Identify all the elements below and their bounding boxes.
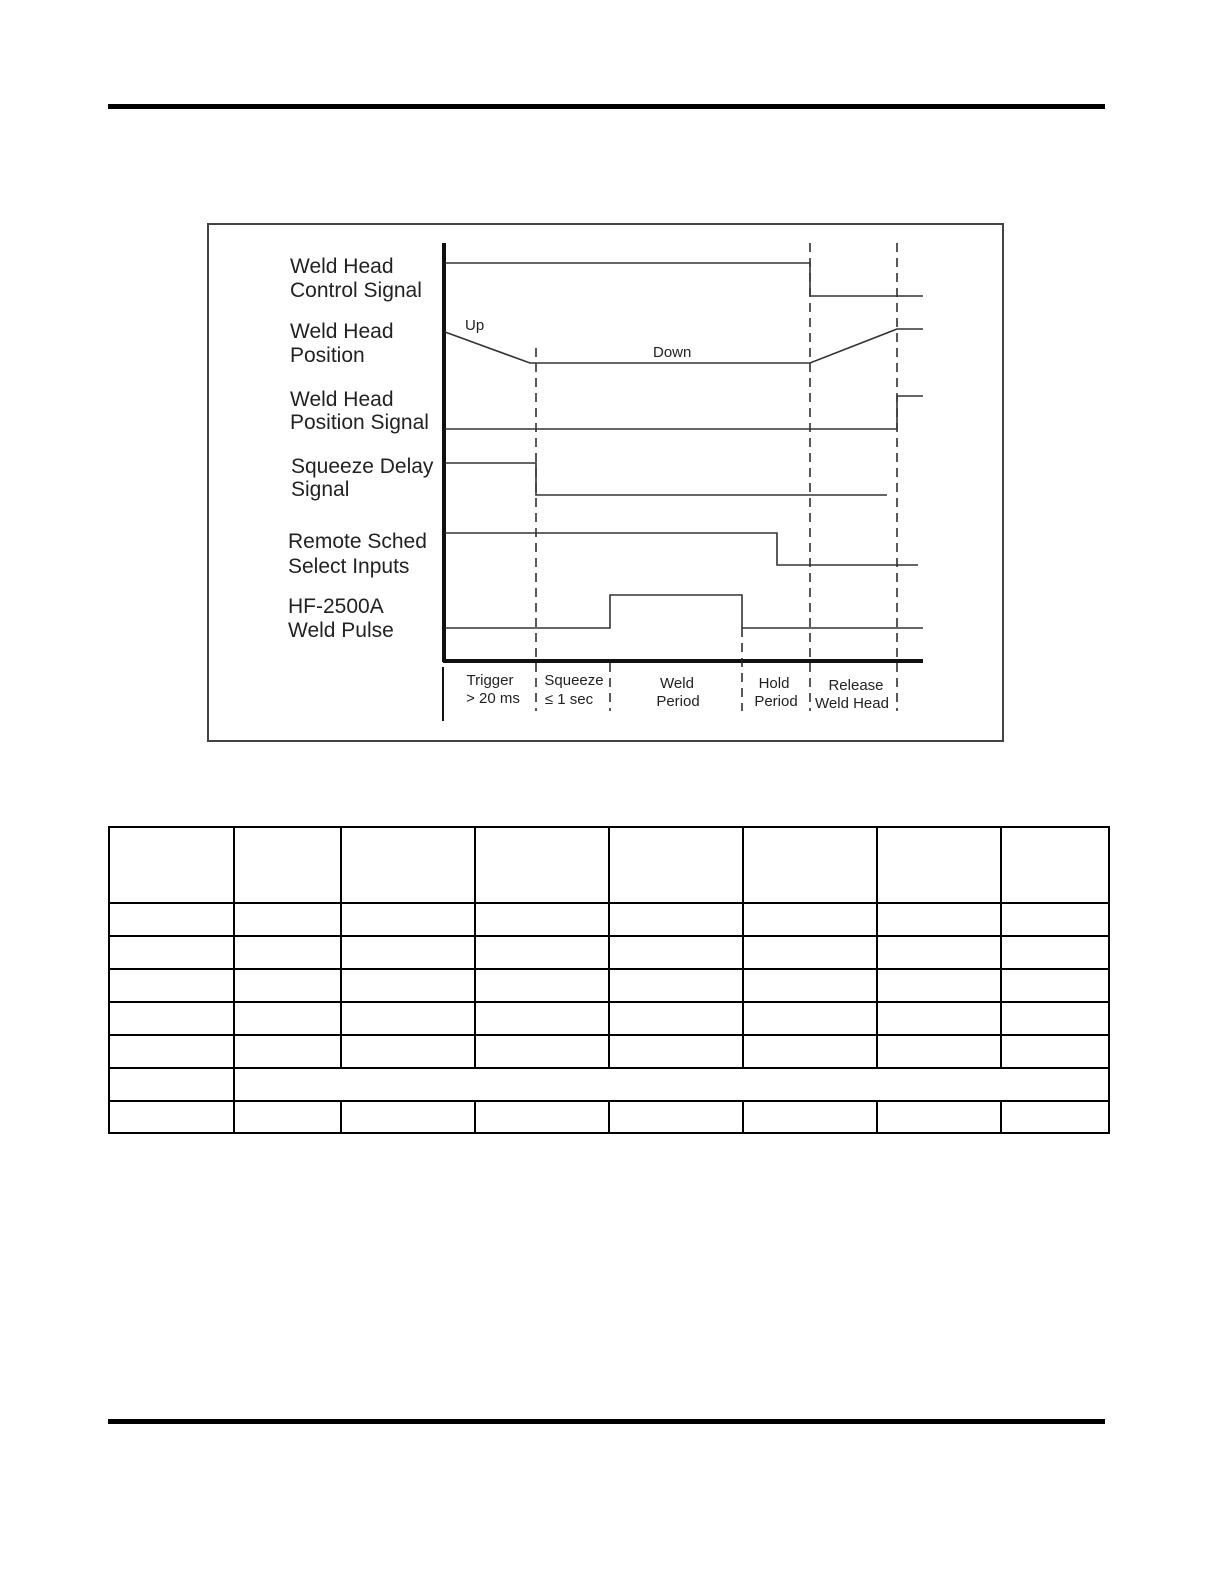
- table-cell: [743, 969, 877, 1002]
- table-cell: [234, 903, 341, 936]
- table-row: [109, 903, 1109, 936]
- table-cell: [609, 1035, 743, 1068]
- table-row: [109, 1068, 1109, 1101]
- table-cell: [743, 1035, 877, 1068]
- label-weld-head-control-2: Control Signal: [290, 279, 422, 302]
- table-cell: [877, 827, 1001, 903]
- phase-squeeze-1: Squeeze: [544, 672, 604, 689]
- table-cell: [475, 969, 609, 1002]
- table-cell: [475, 903, 609, 936]
- table-cell: [877, 1101, 1001, 1133]
- table-cell: [109, 1101, 234, 1133]
- table-cell: [234, 1068, 1109, 1101]
- table-row: [109, 1002, 1109, 1035]
- table-cell: [609, 903, 743, 936]
- table-row: [109, 1101, 1109, 1133]
- table-cell: [109, 1035, 234, 1068]
- label-weld-head-position-1: Weld Head: [290, 320, 394, 343]
- table-cell: [1001, 969, 1109, 1002]
- phase-release-2: Weld Head: [815, 695, 889, 712]
- table-cell: [1001, 1035, 1109, 1068]
- table-cell: [743, 1101, 877, 1133]
- table-cell: [877, 903, 1001, 936]
- table-cell: [743, 903, 877, 936]
- label-squeeze-delay-1: Squeeze Delay: [291, 455, 434, 478]
- table-cell: [475, 1035, 609, 1068]
- table-cell: [609, 936, 743, 969]
- phase-hold-1: Hold: [758, 675, 790, 692]
- table-cell: [341, 1035, 475, 1068]
- label-down: Down: [653, 344, 692, 361]
- table-cell: [877, 969, 1001, 1002]
- table-cell: [109, 1068, 234, 1101]
- table-cell: [109, 969, 234, 1002]
- table-cell: [475, 936, 609, 969]
- table-cell: [877, 1035, 1001, 1068]
- table-cell: [341, 936, 475, 969]
- table-cell: [341, 1002, 475, 1035]
- top-rule: [108, 104, 1105, 109]
- table-cell: [743, 1002, 877, 1035]
- table-cell: [341, 827, 475, 903]
- table-cell: [109, 903, 234, 936]
- table-cell: [475, 827, 609, 903]
- label-position-signal-2: Position Signal: [290, 411, 429, 434]
- table-cell: [109, 936, 234, 969]
- spec-table: [108, 826, 1110, 1134]
- table-cell: [475, 1101, 609, 1133]
- table-cell: [234, 936, 341, 969]
- table-cell: [609, 969, 743, 1002]
- table-cell: [1001, 903, 1109, 936]
- table-cell: [234, 1002, 341, 1035]
- bottom-rule: [108, 1419, 1105, 1424]
- table-cell: [743, 827, 877, 903]
- label-weld-pulse-2: Weld Pulse: [288, 619, 394, 642]
- table-cell: [609, 1101, 743, 1133]
- table-row: [109, 936, 1109, 969]
- phase-hold-2: Period: [754, 693, 798, 710]
- phase-weld-1: Weld: [660, 675, 694, 692]
- table-row: [109, 1035, 1109, 1068]
- table-cell: [743, 936, 877, 969]
- label-weld-pulse-1: HF-2500A: [288, 595, 384, 618]
- phase-squeeze-2: ≤ 1 sec: [544, 691, 594, 708]
- table-cell: [1001, 936, 1109, 969]
- table-cell: [341, 969, 475, 1002]
- phase-release-1: Release: [828, 677, 884, 694]
- table-cell: [1001, 827, 1109, 903]
- table-cell: [341, 1101, 475, 1133]
- label-position-signal-1: Weld Head: [290, 388, 394, 411]
- label-weld-head-position-2: Position: [290, 344, 365, 367]
- table-cell: [234, 827, 341, 903]
- table-cell: [234, 969, 341, 1002]
- label-weld-head-control-1: Weld Head: [290, 255, 394, 278]
- table-cell: [234, 1035, 341, 1068]
- table-row: [109, 969, 1109, 1002]
- table-cell: [341, 903, 475, 936]
- table-cell: [609, 1002, 743, 1035]
- label-remote-sched-2: Select Inputs: [288, 555, 410, 578]
- table-cell: [109, 827, 234, 903]
- table-cell: [877, 1002, 1001, 1035]
- table-cell: [1001, 1101, 1109, 1133]
- phase-trigger-2: > 20 ms: [466, 690, 520, 707]
- table-cell: [109, 1002, 234, 1035]
- table-cell: [877, 936, 1001, 969]
- table-cell: [1001, 1002, 1109, 1035]
- phase-trigger-1: Trigger: [466, 672, 514, 689]
- phase-weld-2: Period: [656, 693, 700, 710]
- label-squeeze-delay-2: Signal: [291, 478, 350, 501]
- timing-diagram: [207, 223, 1004, 742]
- table-cell: [234, 1101, 341, 1133]
- table-header-row: [109, 827, 1109, 903]
- label-up: Up: [465, 317, 485, 334]
- table-cell: [475, 1002, 609, 1035]
- label-remote-sched-1: Remote Sched: [288, 530, 427, 553]
- table-cell: [609, 827, 743, 903]
